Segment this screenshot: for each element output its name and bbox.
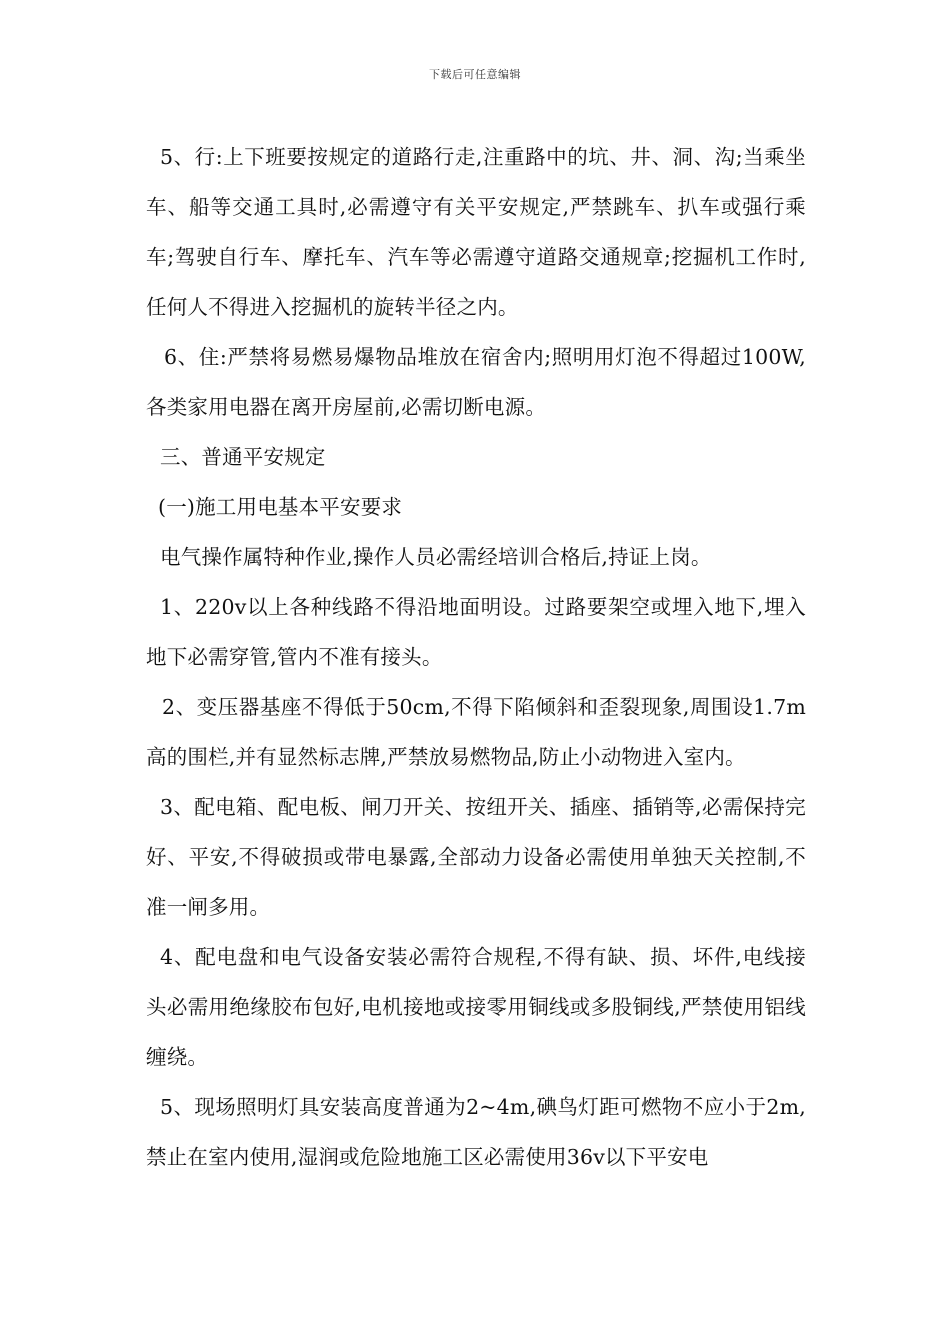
- paragraph-electric-rule-1: 1、220v以上各种线路不得沿地面明设。过路要架空或埋入地下,埋入地下必需穿管,管内不准有接头。: [146, 595, 806, 669]
- page-header-note: 下载后可任意编辑: [429, 68, 521, 81]
- paragraph-electric-rule-3: 3、配电箱、配电板、闸刀开关、按纽开关、插座、插销等,必需保持完好、平安,不得破损或带电暴露,全部动力设备必需使用单独天关控制,不准一闸多用。: [146, 795, 806, 919]
- section-heading-general-rules: 三、普通平安规定: [160, 445, 326, 469]
- paragraph-rule-5-walking: 5、行:上下班要按规定的道路行走,注重路中的坑、井、洞、沟;当乘坐车、船等交通工具时,必需遵守有关平安规定,严禁跳车、扒车或强行乘车;驾驶自行车、摩托车、汽车等必需遵守道路交通规章;挖掘机工作时,任何人不得进入挖掘机的旋转半径之内。: [146, 145, 806, 319]
- document-body: [146, 132, 806, 1182]
- paragraph-electric-rule-5: 5、现场照明灯具安装高度普通为2~4m,碘鸟灯距可燃物不应小于2m, 禁止在室内使用,湿润或危险地施工区必需使用36v以下平安电: [146, 1095, 806, 1169]
- paragraph-electrical-certification: 电气操作属特种作业,操作人员必需经培训合格后,持证上岗。: [160, 545, 712, 569]
- paragraph-rule-6-housing: 6、住:严禁将易燃易爆物品堆放在宿舍内;照明用灯泡不得超过100W,各类家用电器在离开房屋前,必需切断电源。: [146, 345, 806, 419]
- paragraph-electric-rule-2: 2、变压器基座不得低于50cm,不得下陷倾斜和歪裂现象,周围设1.7m高的围栏,并有显然标志牌,严禁放易燃物品,防止小动物进入室内。: [146, 695, 806, 769]
- subsection-heading-electricity: (一)施工用电基本平安要求: [158, 495, 403, 519]
- paragraph-electric-rule-4: 4、配电盘和电气设备安装必需符合规程,不得有缺、损、坏件,电线接头必需用绝缘胶布包好,电机接地或接零用铜线或多股铜线,严禁使用铝线缠绕。: [146, 945, 806, 1069]
